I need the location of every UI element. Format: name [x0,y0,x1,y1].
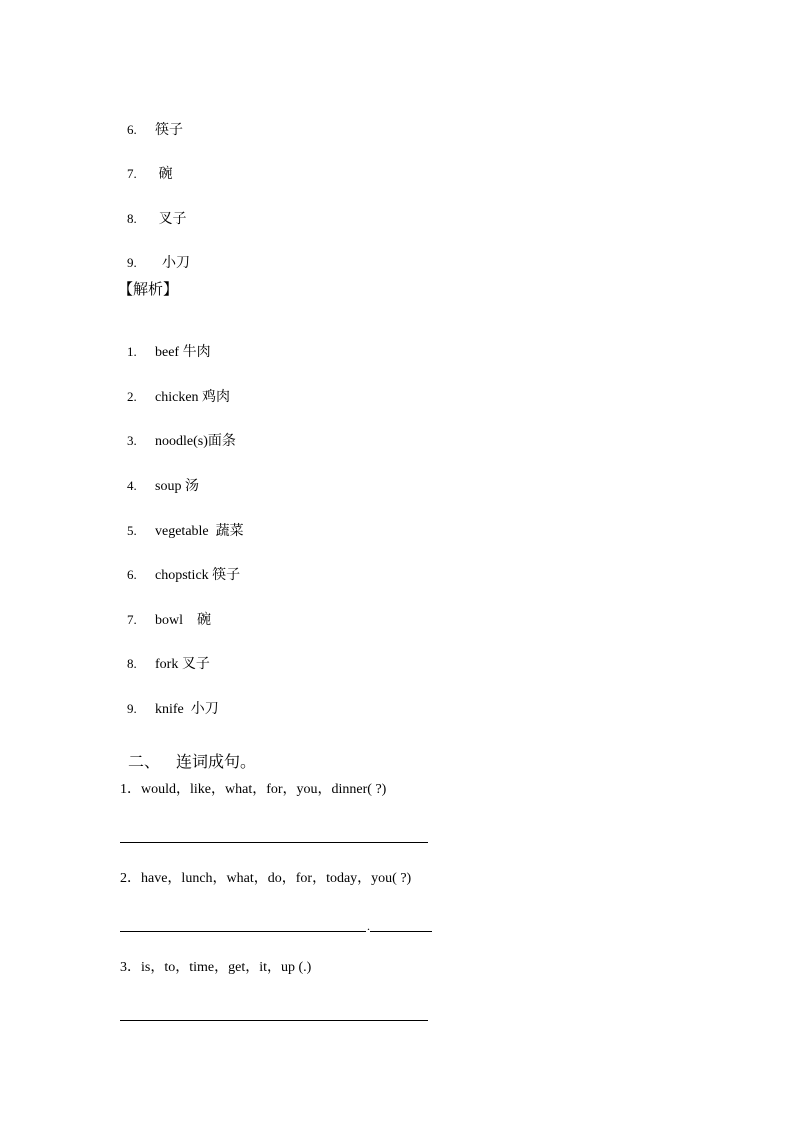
vocab-item-6 [120,103,183,140]
section-heading [120,733,256,773]
vocab-item-7 [120,147,173,184]
question-1: 1．would，like，what，for，you，dinner( ?) [120,782,387,797]
item-number: 2. [127,389,137,404]
analysis-item-9 [120,682,219,719]
item-text: bowl 碗 [155,613,211,628]
item-number: 9. [127,255,137,270]
item-number: 3. [127,433,137,448]
answer-dot: . [367,919,370,933]
answer-line-2[interactable] [120,916,432,932]
analysis-item-8 [120,637,210,674]
item-text: 碗 [155,167,173,182]
item-number: 7. [127,612,137,627]
item-number: 1. [127,344,137,359]
item-text: soup 汤 [155,479,199,494]
vocab-item-9 [120,236,190,273]
item-number: 6. [127,122,137,137]
analysis-heading: 【解析】 [118,282,179,298]
item-text: fork 叉子 [155,657,210,672]
answer-line-1[interactable] [120,842,428,843]
item-text: knife 小刀 [155,702,219,717]
vocab-item-8 [120,192,187,229]
item-text: chopstick 筷子 [155,568,241,583]
analysis-item-7 [120,593,211,630]
item-text: chicken 鸡肉 [155,390,231,405]
item-number: 6. [127,567,137,582]
item-text: beef 牛肉 [155,345,211,360]
section-number: 二、 [128,754,161,771]
question-3: 3．is，to，time，get，it，up (.) [120,960,312,975]
section-title: 连词成句。 [176,754,257,771]
analysis-item-6 [120,548,240,585]
question-2: 2．have，lunch，what，do，for，today，you( ?) [120,871,412,886]
item-number: 8. [127,211,137,226]
analysis-item-3 [120,414,236,451]
analysis-item-1 [120,325,211,362]
analysis-item-5 [120,504,244,541]
item-number: 7. [127,166,137,181]
item-text: noodle(s)面条 [155,434,236,449]
item-text: 小刀 [155,256,190,271]
item-text: 筷子 [155,123,183,138]
answer-segment [120,916,366,932]
item-text: vegetable 蔬菜 [155,524,244,539]
item-number: 4. [127,478,137,493]
item-number: 9. [127,701,137,716]
item-number: 5. [127,523,137,538]
answer-segment [370,916,432,932]
item-number: 8. [127,656,137,671]
answer-line-3[interactable] [120,1020,428,1021]
analysis-item-4 [120,459,199,496]
analysis-item-2 [120,370,230,407]
item-text: 叉子 [155,212,187,227]
